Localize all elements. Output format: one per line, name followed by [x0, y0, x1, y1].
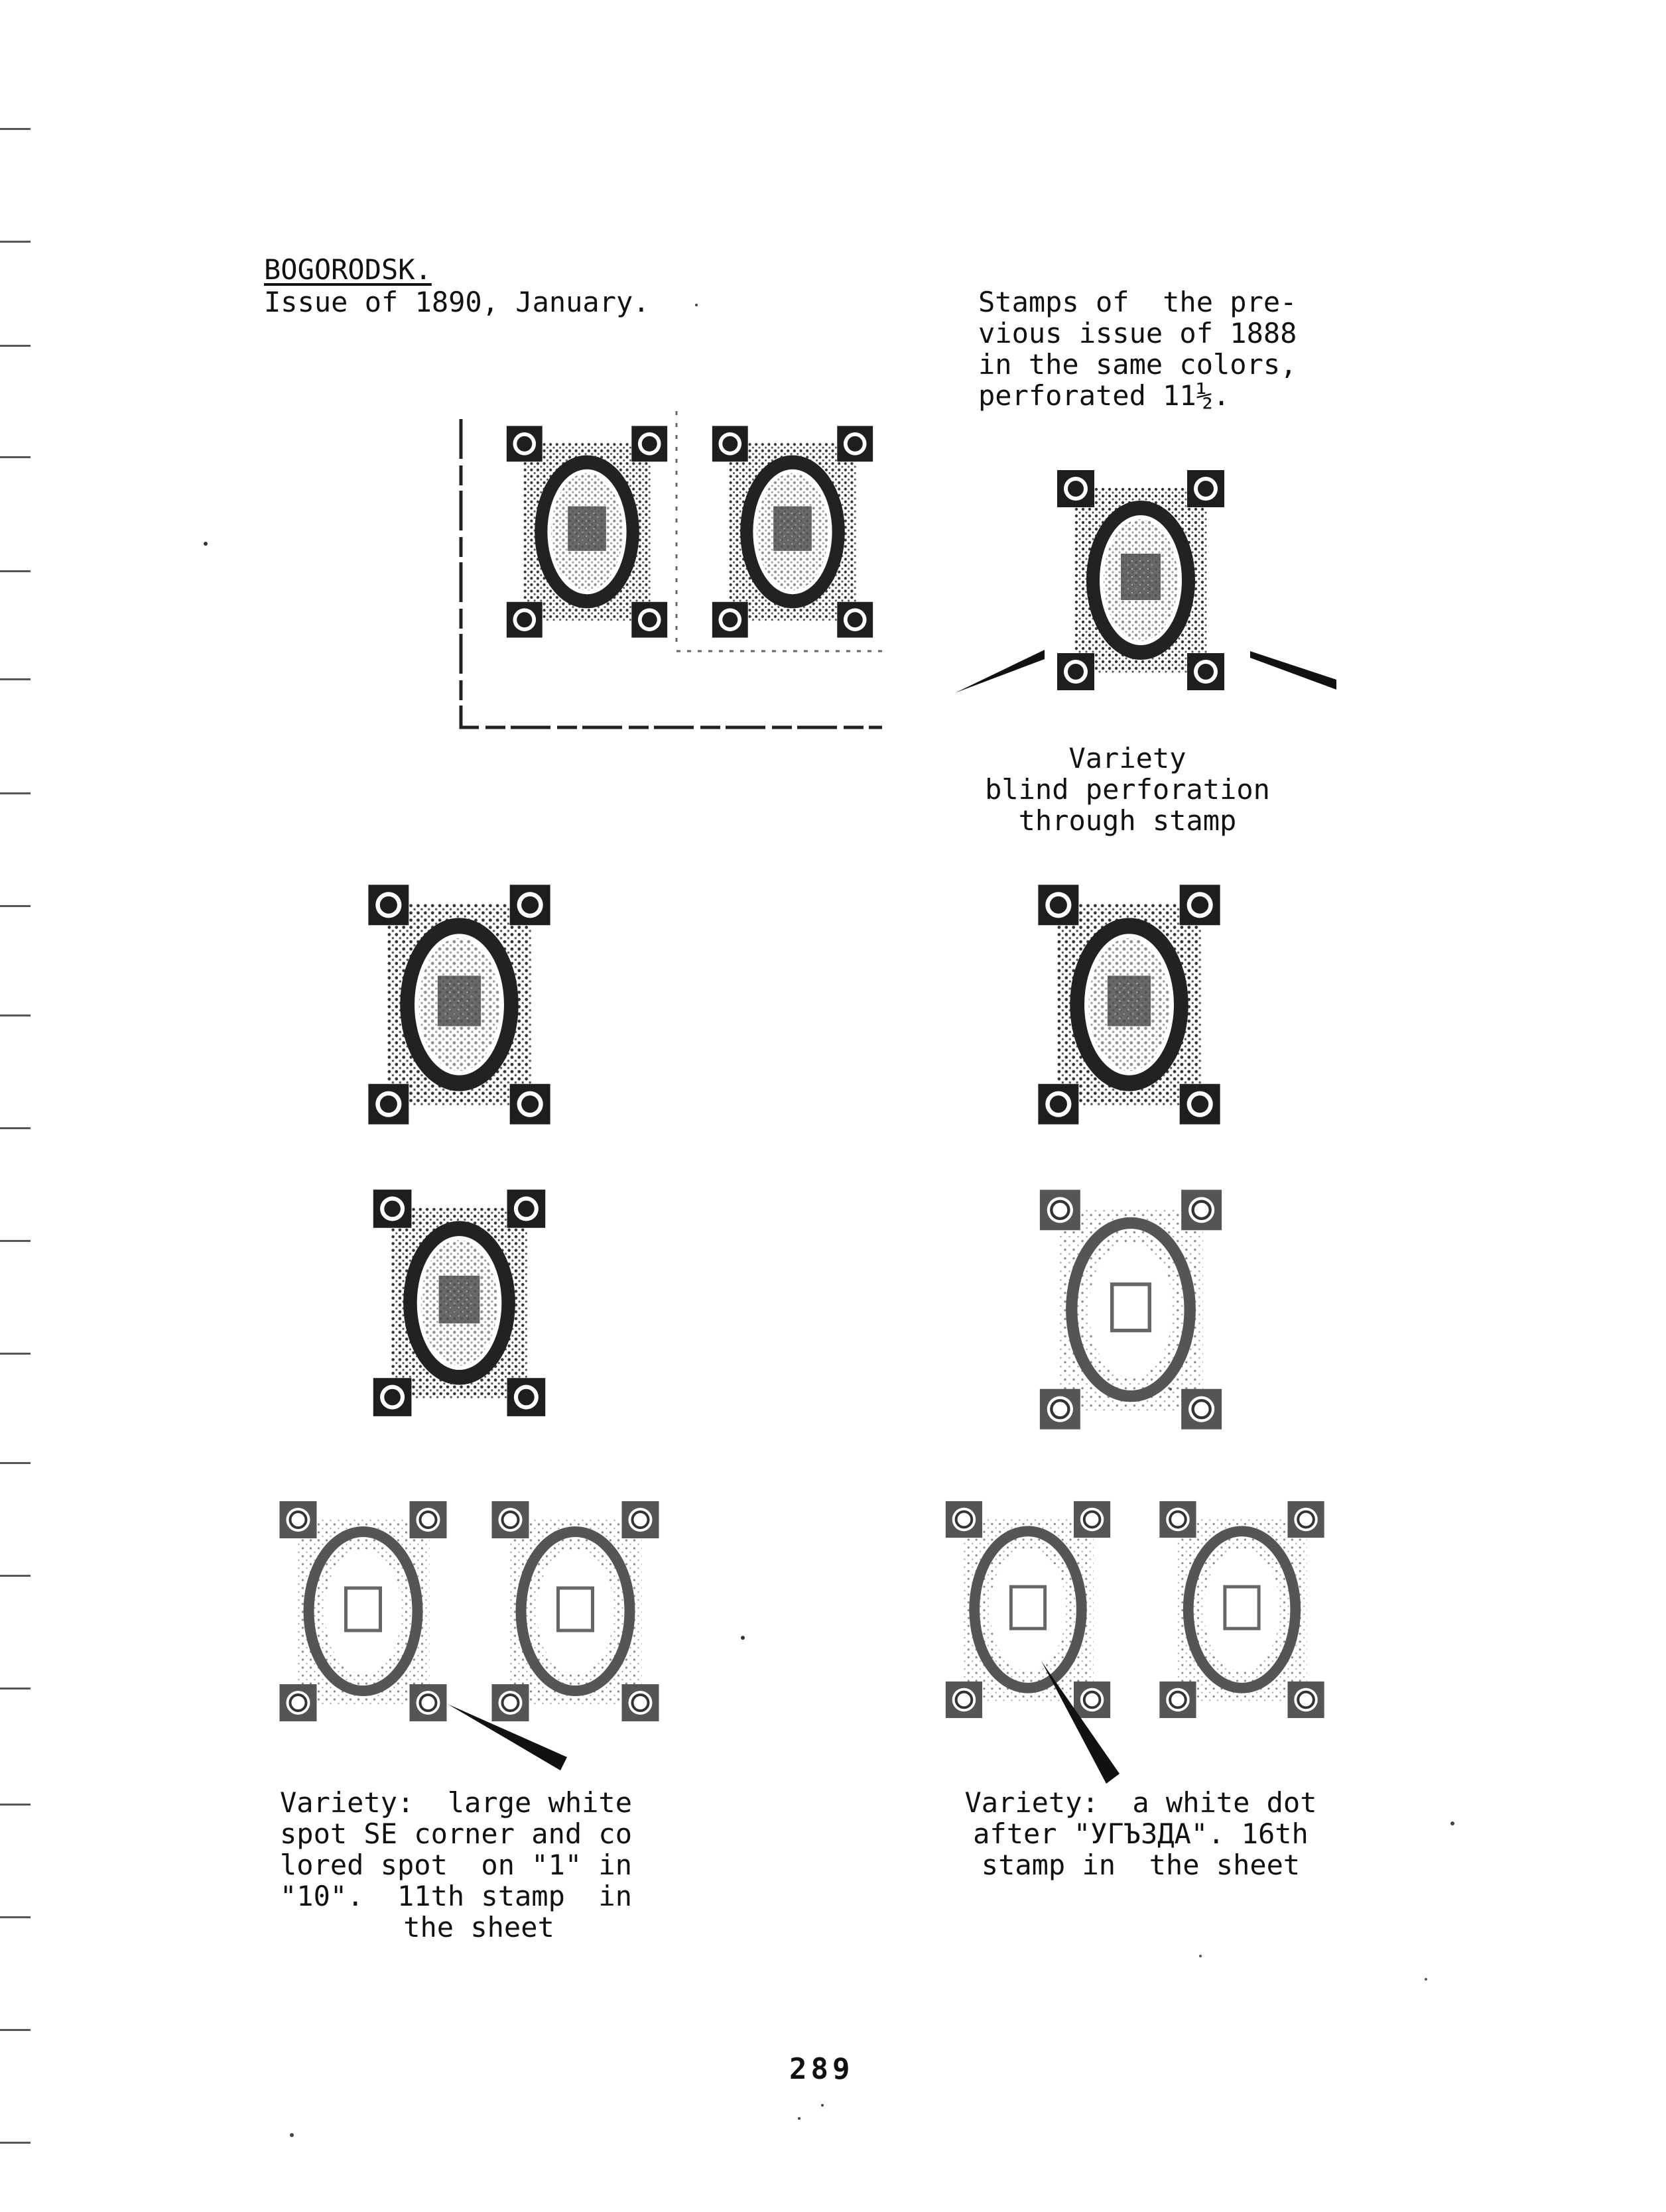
- caption-line: Variety: a white dot: [964, 1786, 1317, 1819]
- caption-line: through stamp: [1018, 804, 1237, 837]
- note-line: perforated 11½.: [978, 379, 1230, 412]
- caption-line: "10". 11th stamp in: [280, 1880, 633, 1912]
- page-subtitle: Issue of 1890, January.: [264, 286, 650, 318]
- caption-line: the sheet: [403, 1911, 554, 1943]
- caption-line: after "УГЪЗДА". 16th: [973, 1817, 1309, 1850]
- page-number: 289: [789, 2052, 854, 2086]
- caption-line: blind perforation: [985, 773, 1270, 806]
- caption-line: lored spot on "1" in: [280, 1849, 633, 1881]
- caption-line: Variety: [1068, 742, 1186, 774]
- note-line: vious issue of 1888: [978, 317, 1297, 349]
- note-line: Stamps of the pre-: [978, 286, 1297, 318]
- note-line: in the same colors,: [978, 348, 1297, 381]
- caption-line: Variety: large white: [280, 1786, 633, 1819]
- caption-line: stamp in the sheet: [981, 1849, 1301, 1881]
- caption-line: spot SE corner and co: [280, 1817, 633, 1850]
- page-title: BOGORODSK.: [264, 253, 432, 286]
